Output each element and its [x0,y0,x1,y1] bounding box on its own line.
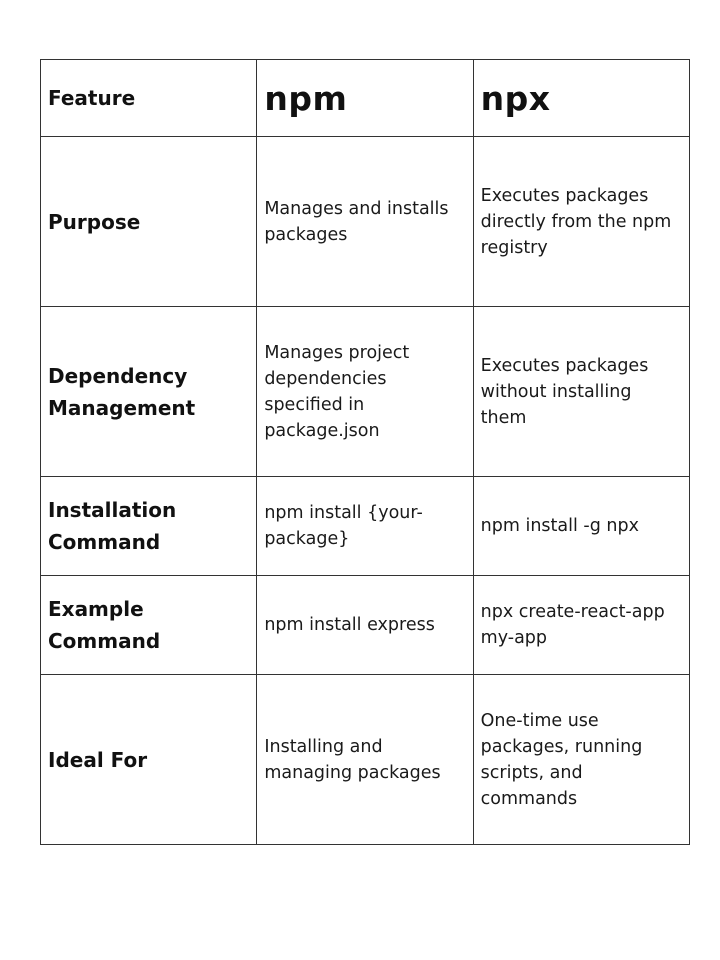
npx-value: npm install -g npx [473,477,689,576]
npx-value: npx create-react-app my-app [473,576,689,675]
npm-value: Manages and installs packages [257,137,473,307]
table-row-ideal-for [41,675,690,845]
table-row-example-command [41,576,690,675]
feature-label: Example Command [41,576,257,675]
header-npx: npx [473,60,689,137]
feature-label: Purpose [41,137,257,307]
npm-vs-npx-comparison-table [40,59,690,845]
table-row-installation-command [41,477,690,576]
npm-value: npm install {your-package} [257,477,473,576]
feature-label: Dependency Management [41,307,257,477]
npx-value: One-time use packages, running scripts, and commands [473,675,689,845]
table-row-purpose [41,137,690,307]
npm-value: Manages project dependencies specified in package.json [257,307,473,477]
table-header-row [41,60,690,137]
npm-value: npm install express [257,576,473,675]
header-npm: npm [257,60,473,137]
npx-value: Executes packages directly from the npm registry [473,137,689,307]
npm-value: Installing and managing packages [257,675,473,845]
npx-value: Executes packages without installing them [473,307,689,477]
header-feature: Feature [41,60,257,137]
feature-label: Ideal For [41,675,257,845]
table-row-dependency-management [41,307,690,477]
feature-label: Installation Command [41,477,257,576]
